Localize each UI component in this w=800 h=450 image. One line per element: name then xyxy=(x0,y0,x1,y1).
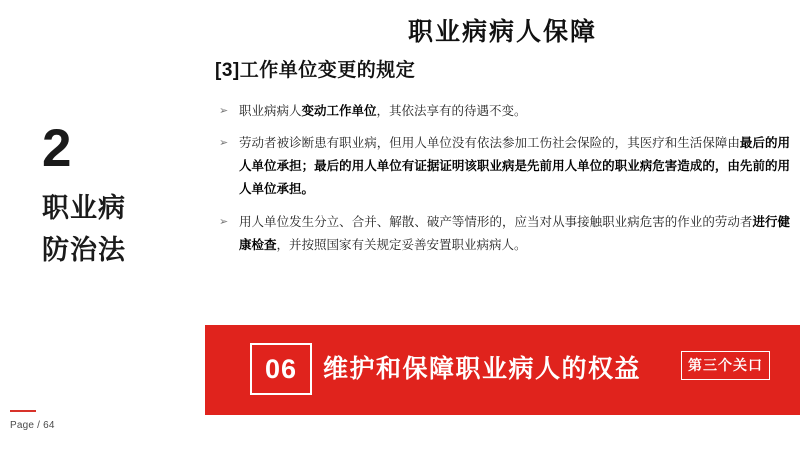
bullet-item xyxy=(217,132,790,201)
banner-number: 06 xyxy=(264,354,298,384)
chapter-number: 2 xyxy=(42,119,72,178)
bullet-text: ，并按照国家有关规定妥善安置职业病病人。 xyxy=(276,237,527,252)
bullet-marker-icon: ➢ xyxy=(219,105,229,117)
footer-banner xyxy=(205,325,800,415)
bullet-marker-icon: ➢ xyxy=(219,137,229,150)
bullet-text: 职业病病人 xyxy=(239,104,302,118)
left-column xyxy=(0,0,205,450)
bullet-text-emphasis: 最后的用人单位承担；最后的用人单位有证据证明该职业病是先前用人单位的职业病危害造成的，由先前的用人单位承担。 xyxy=(239,136,790,197)
chapter-title xyxy=(42,188,126,272)
bullet-text-emphasis: 变动工作单位 xyxy=(301,104,377,118)
bullet-list xyxy=(217,100,790,266)
banner-tag: 第三个关口 xyxy=(681,351,770,380)
page-title: 职业病病人保障 xyxy=(407,18,597,46)
section-heading: [3]工作单位变更的规定 xyxy=(215,60,416,81)
bullet-text: 劳动者被诊断患有职业病，但用人单位没有依法参加工伤社会保险的，其医疗和生活保障由 xyxy=(239,136,740,151)
banner-number-box xyxy=(250,343,312,395)
bullet-text: 用人单位发生分立、合并、解散、破产等情形的，应当对从事接触职业病危害的作业的劳动者 xyxy=(239,214,753,229)
bullet-text: ，其依法享有的待遇不变。 xyxy=(376,104,527,118)
banner-title: 维护和保障职业病人的权益 xyxy=(323,355,642,383)
page-number: Page / 64 xyxy=(10,420,55,431)
bullet-text-emphasis: 进行健康检查 xyxy=(239,214,790,252)
bullet-item xyxy=(217,211,790,257)
bullet-marker-icon: ➢ xyxy=(219,215,229,228)
bullet-item xyxy=(217,100,790,123)
chapter-title-line1: 职业病 xyxy=(42,193,126,223)
page-divider xyxy=(10,410,36,412)
chapter-title-line2: 防治法 xyxy=(42,234,126,265)
